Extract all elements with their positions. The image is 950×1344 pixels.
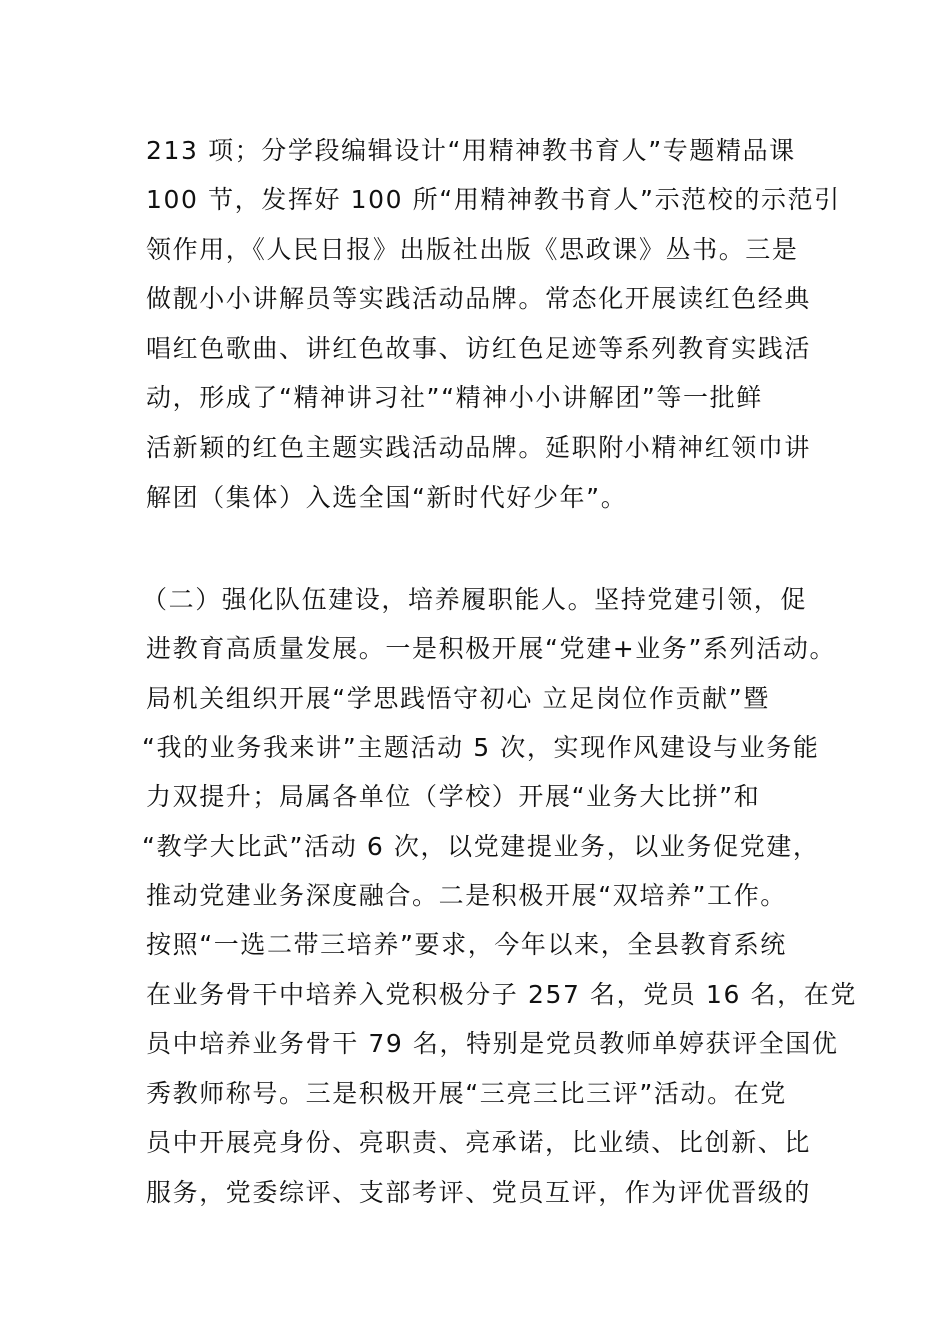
paragraph-2-line-11: 秀教师称号。三是积极开展“三亮三比三评”活动。在党: [146, 1079, 787, 1108]
paragraph-2-line-4: “我的业务我来讲”主题活动 5 次，实现作风建设与业务能: [142, 733, 820, 762]
paragraph-2-line-13: 服务，党委综评、支部考评、党员互评，作为评优晋级的: [146, 1178, 812, 1207]
paragraph-1-line-1: 213 项；分学段编辑设计“用精神教书育人”专题精品课: [146, 136, 796, 165]
paragraph-1-line-4: 做靓小小讲解员等实践活动品牌。常态化开展读红色经典: [146, 284, 812, 313]
paragraph-2-line-3: 局机关组织开展“学思践悟守初心 立足岗位作贡献”暨: [146, 684, 770, 713]
paragraph-2-line-9: 在业务骨干中培养入党积极分子 257 名，党员 16 名，在党: [146, 980, 857, 1009]
paragraph-1-line-6: 动，形成了“精神讲习社”“精神小小讲解团”等一批鲜: [146, 383, 763, 412]
paragraph-2-line-7: 推动党建业务深度融合。二是积极开展“双培养”工作。: [146, 881, 787, 910]
paragraph-2-line-12: 员中开展亮身份、亮职责、亮承诺，比业绩、比创新、比: [146, 1128, 812, 1157]
paragraph-2-line-5: 力双提升；局属各单位（学校）开展“业务大比拼”和: [146, 782, 761, 811]
paragraph-1-line-2: 100 节，发挥好 100 所“用精神教书育人”示范校的示范引: [146, 185, 841, 214]
paragraph-1-line-7: 活新颖的红色主题实践活动品牌。延职附小精神红领巾讲: [146, 433, 812, 462]
paragraph-1-line-5: 唱红色歌曲、讲红色故事、访红色足迹等系列教育实践活: [146, 334, 812, 363]
paragraph-2-line-1: （二）强化队伍建设，培养履职能人。坚持党建引领，促: [142, 585, 808, 614]
paragraph-1-line-3: 领作用，《人民日报》出版社出版《思政课》丛书。三是: [146, 235, 799, 264]
paragraph-2-line-8: 按照“一选二带三培养”要求，今年以来，全县教育系统: [146, 930, 787, 959]
paragraph-2-line-2: 进教育高质量发展。一是积极开展“党建+业务”系列活动。: [146, 634, 837, 663]
paragraph-2-line-6: “教学大比武”活动 6 次，以党建提业务，以业务促党建，: [142, 832, 820, 861]
paragraph-1-line-8: 解团（集体）入选全国“新时代好少年”。: [146, 483, 628, 512]
paragraph-2-line-10: 员中培养业务骨干 79 名，特别是党员教师单婷获评全国优: [146, 1029, 839, 1058]
